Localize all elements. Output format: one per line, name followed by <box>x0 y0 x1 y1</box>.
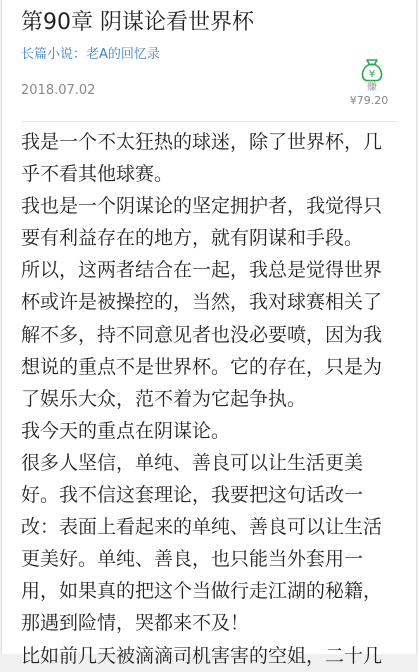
paragraph: 我也是一个阴谋论的坚定拥护者，我觉得只要有利益存在的地方，就有阴谋和手段。 <box>21 195 383 250</box>
reward-symbol: ¥ <box>368 69 376 80</box>
article-page <box>1 0 417 667</box>
reward-label: 赚 <box>367 82 377 93</box>
header-divider <box>21 121 398 122</box>
publish-date: 2018.07.02 <box>21 83 96 98</box>
collection-link[interactable]: 长篇小说：老A的回忆录 <box>21 47 160 62</box>
reward-amount: ¥79.20 <box>349 94 389 107</box>
paragraph: 比如前几天被滴滴司机害害的空姐，二十几 <box>21 644 383 667</box>
earnings-badge[interactable] <box>350 56 394 107</box>
article-body <box>21 126 393 672</box>
money-bag-icon <box>358 56 386 82</box>
paragraph: 所以，这两者结合在一起，我总是觉得世界杯或许是被操控的，当然，我对球赛相关了解不多，持不同意见者也没必要喷，因为我想说的重点不是世界杯。它的存在，只是为了娱乐大众，范不着为它起争执。 <box>21 259 383 410</box>
paragraph: 我今天的重点在阴谋论。 <box>21 419 231 442</box>
paragraph: 我是一个不太狂热的球迷，除了世界杯，几乎不看其他球赛。 <box>21 131 383 186</box>
paragraph: 很多人坚信，单纯、善良可以让生活更美好。我不信这套理论，我要把这句话改一改：表面上看起来的单纯、善良可以让生活更美好。单纯、善良，也只能当外套用一用，如果真的把这个当做行走江湖的秘籍，那遇到险情，哭都来不及！ <box>21 451 383 635</box>
chapter-title: 第90章 阴谋论看世界杯 <box>21 10 254 35</box>
